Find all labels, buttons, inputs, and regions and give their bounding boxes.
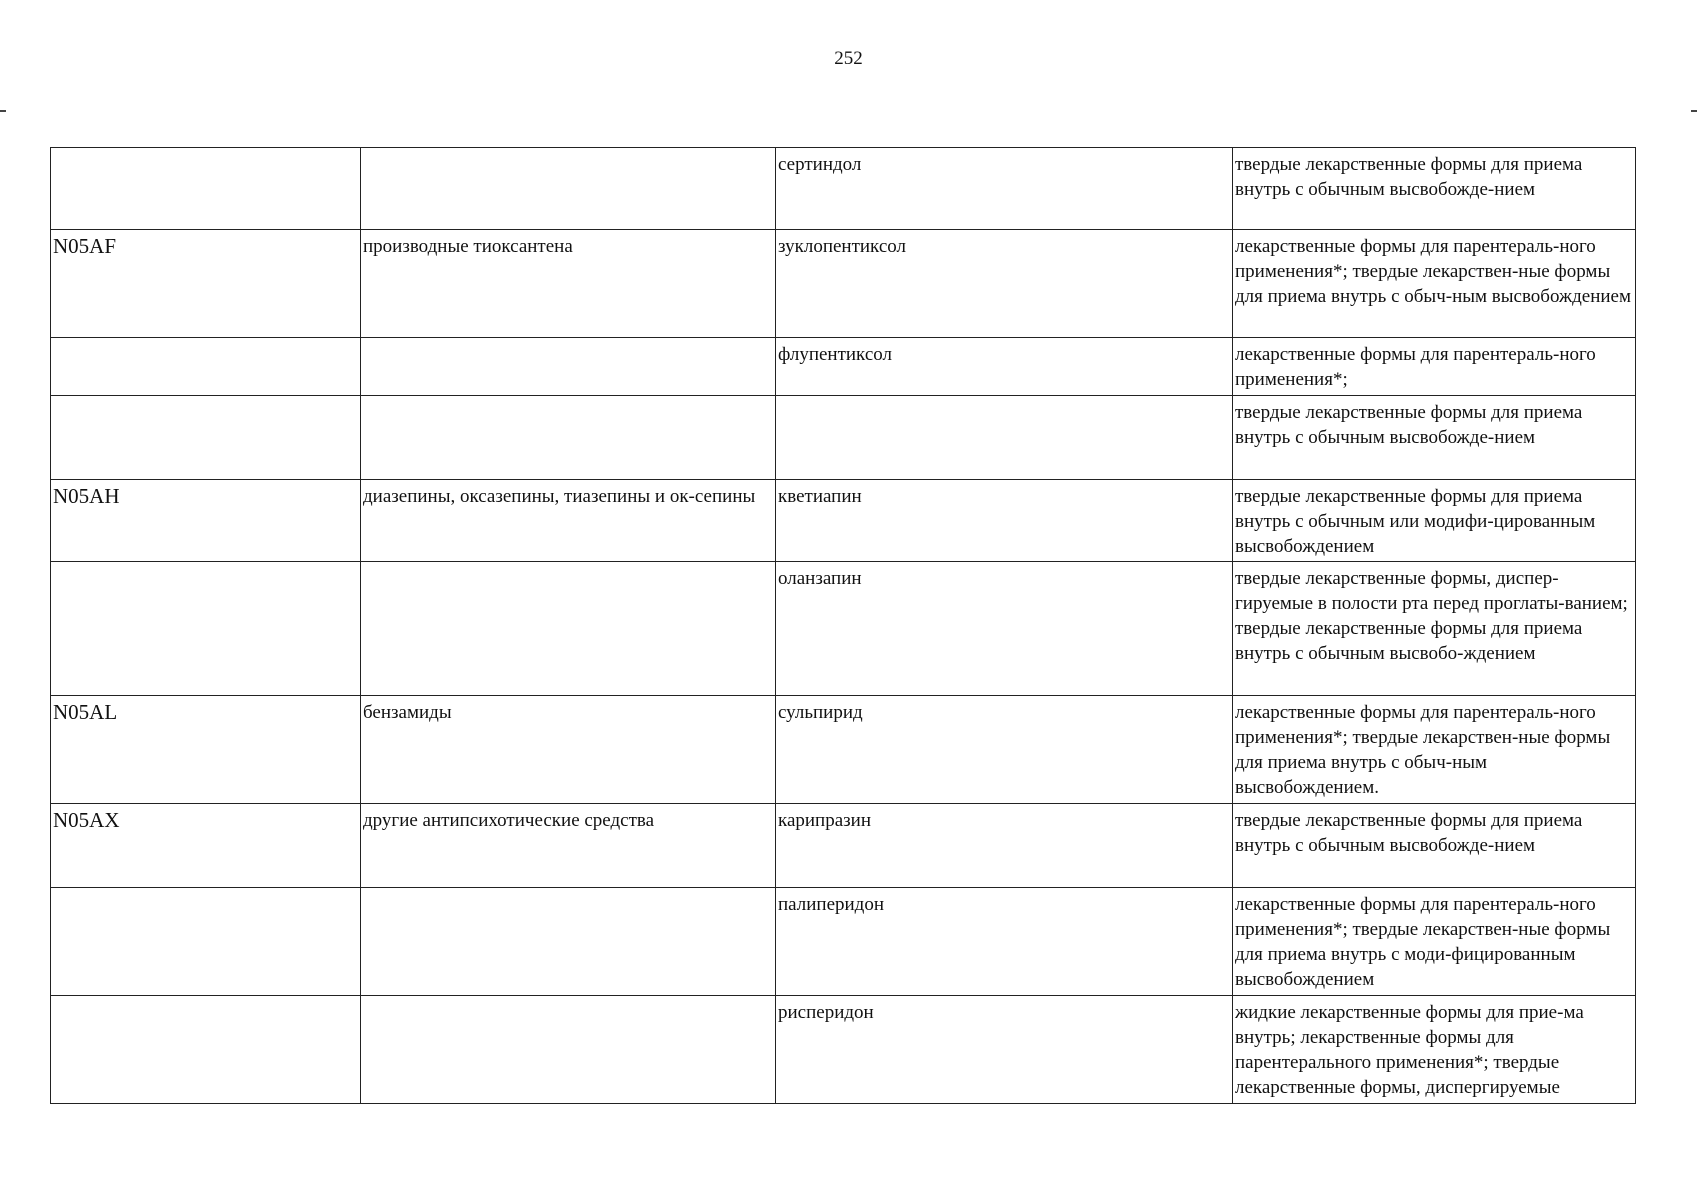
table-row (51, 338, 1636, 396)
atc-code-cell: N05AL (51, 696, 361, 804)
dosage-form-cell: жидкие лекарственные формы для прие-ма внутрь; лекарственные формы для парентерального применения*; твердые лекарственные формы, диспергируемые (1233, 996, 1636, 1104)
pharmacological-group-cell (361, 562, 776, 696)
drug-name-cell: палиперидон (776, 888, 1233, 996)
pharmacological-group-cell: другие антипсихотические средства (361, 804, 776, 888)
pharmacological-group-cell: производные тиоксантена (361, 230, 776, 338)
atc-code-cell (51, 338, 361, 396)
table-row (51, 230, 1636, 338)
dosage-form-cell: лекарственные формы для парентераль-ного применения*; твердые лекарствен-ные формы для приема внутрь с обыч-ным высвобождением (1233, 230, 1636, 338)
drug-name-cell: рисперидон (776, 996, 1233, 1104)
dosage-form-cell: твердые лекарственные формы для приема внутрь с обычным высвобожде-нием (1233, 396, 1636, 480)
scan-mark-left (0, 110, 6, 112)
pharmacological-group-cell (361, 148, 776, 230)
dosage-form-cell: твердые лекарственные формы, диспер-гируемые в полости рта перед проглаты-ванием; твердые лекарственные формы для приема внутрь с обычным высвобо-ждением (1233, 562, 1636, 696)
pharmacological-group-cell: диазепины, оксазепины, тиазепины и ок-сепины (361, 480, 776, 562)
drug-name-cell: зуклопентиксол (776, 230, 1233, 338)
drug-name-cell: флупентиксол (776, 338, 1233, 396)
table-row (51, 480, 1636, 562)
atc-code-cell (51, 888, 361, 996)
drug-table (50, 147, 1636, 1104)
dosage-form-cell: лекарственные формы для парентераль-ного применения*; (1233, 338, 1636, 396)
table-row (51, 996, 1636, 1104)
table-row (51, 396, 1636, 480)
drug-table-body (51, 148, 1636, 1104)
dosage-form-cell: лекарственные формы для парентераль-ного применения*; твердые лекарствен-ные формы для приема внутрь с моди-фицированным высвобождением (1233, 888, 1636, 996)
atc-code-cell: N05AF (51, 230, 361, 338)
drug-name-cell: карипразин (776, 804, 1233, 888)
page-number: 252 (834, 48, 863, 69)
atc-code-cell: N05AH (51, 480, 361, 562)
drug-name-cell: сертиндол (776, 148, 1233, 230)
atc-code-cell (51, 396, 361, 480)
atc-code-cell (51, 562, 361, 696)
dosage-form-cell: лекарственные формы для парентераль-ного применения*; твердые лекарствен-ные формы для приема внутрь с обыч-ным высвобождением. (1233, 696, 1636, 804)
drug-name-cell (776, 396, 1233, 480)
pharmacological-group-cell (361, 396, 776, 480)
pharmacological-group-cell (361, 338, 776, 396)
drug-name-cell: сульпирид (776, 696, 1233, 804)
drug-name-cell: оланзапин (776, 562, 1233, 696)
atc-code-cell (51, 148, 361, 230)
scan-mark-right (1691, 110, 1697, 112)
table-row (51, 148, 1636, 230)
table-row (51, 804, 1636, 888)
dosage-form-cell: твердые лекарственные формы для приема внутрь с обычным или модифи-цированным высвобождением (1233, 480, 1636, 562)
table-row (51, 562, 1636, 696)
atc-code-cell (51, 996, 361, 1104)
pharmacological-group-cell: бензамиды (361, 696, 776, 804)
atc-code-cell: N05AX (51, 804, 361, 888)
pharmacological-group-cell (361, 996, 776, 1104)
dosage-form-cell: твердые лекарственные формы для приема внутрь с обычным высвобожде-нием (1233, 148, 1636, 230)
pharmacological-group-cell (361, 888, 776, 996)
dosage-form-cell: твердые лекарственные формы для приема внутрь с обычным высвобожде-нием (1233, 804, 1636, 888)
table-row (51, 696, 1636, 804)
drug-name-cell: кветиапин (776, 480, 1233, 562)
table-row (51, 888, 1636, 996)
